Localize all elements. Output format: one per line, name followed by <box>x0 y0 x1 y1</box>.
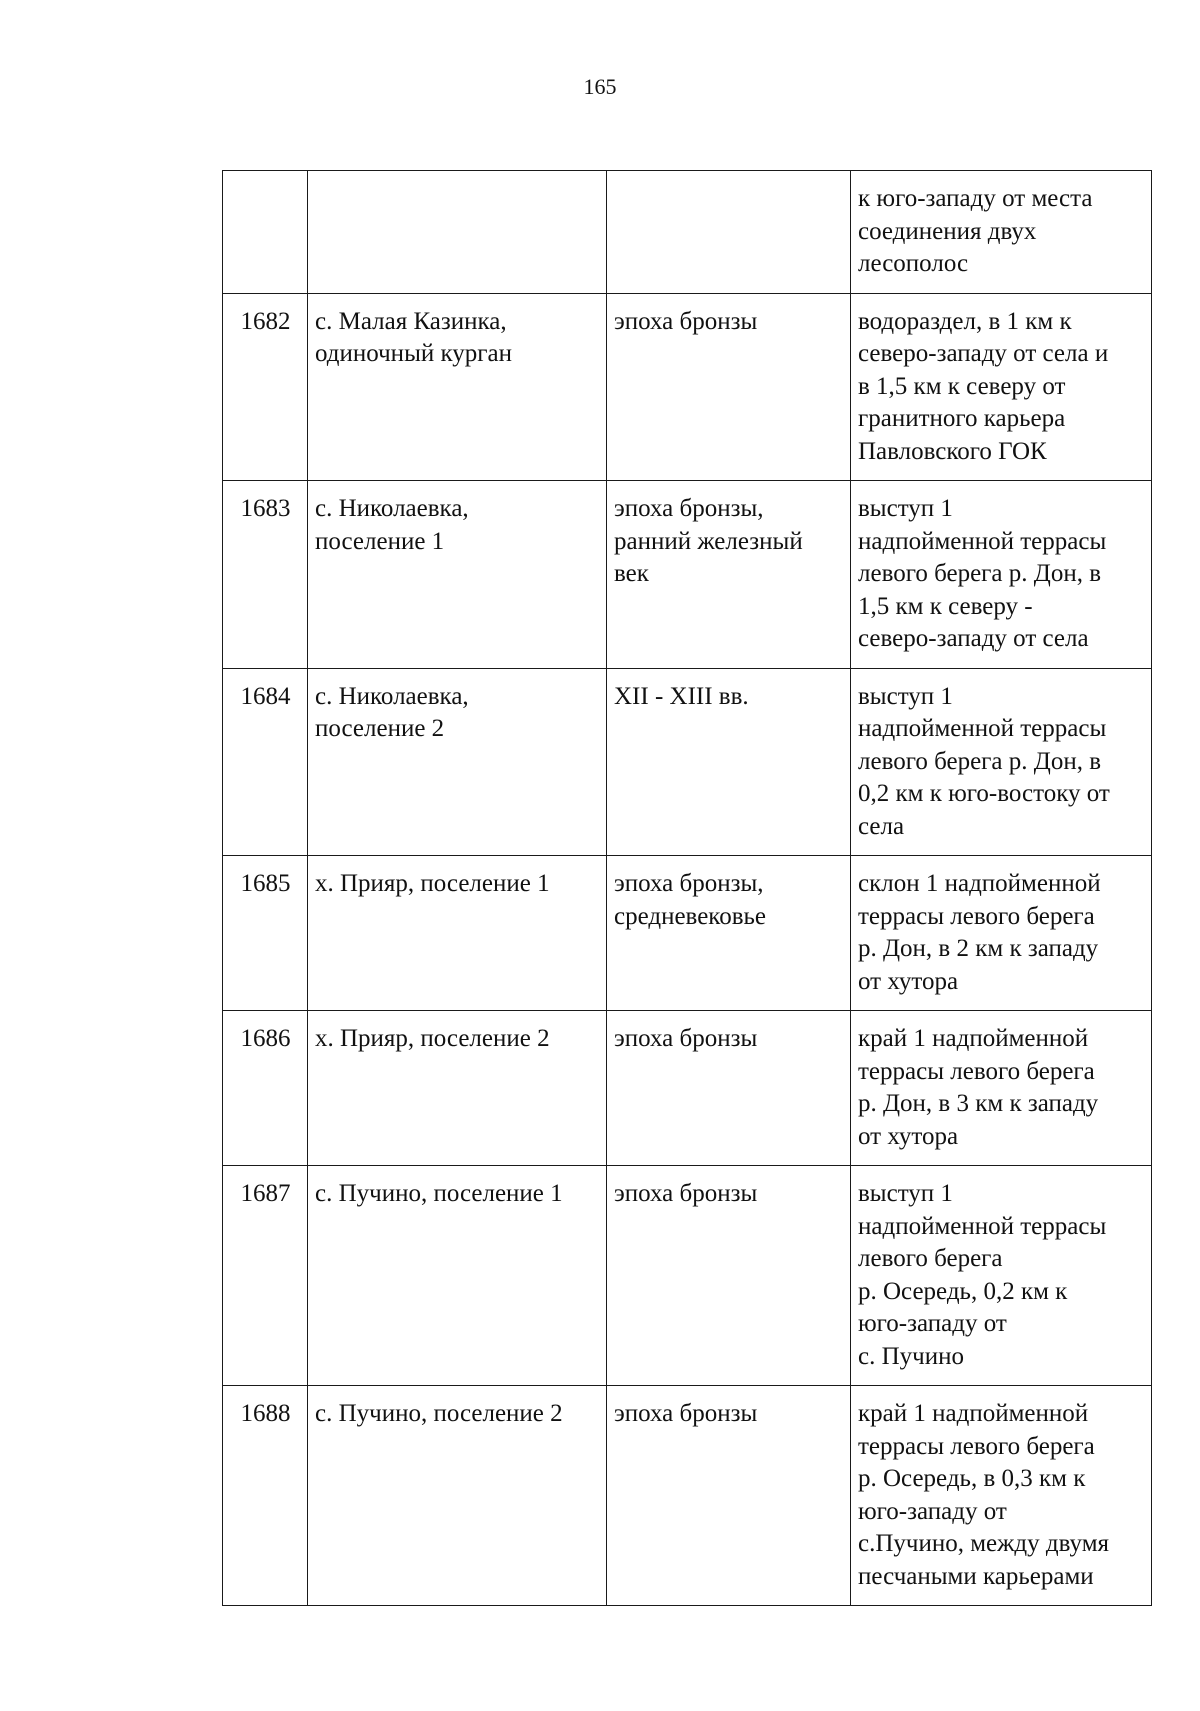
site-date-cell: эпоха бронзы <box>607 1011 851 1166</box>
site-date-cell: эпоха бронзы <box>607 1166 851 1386</box>
site-date-cell: XII - XIII вв. <box>607 668 851 856</box>
site-date-cell <box>607 171 851 294</box>
site-location-cell: склон 1 надпойменной террасы левого берега р. Дон, в 2 км к западу от хутора <box>851 856 1152 1011</box>
site-date-cell: эпоха бронзы <box>607 1386 851 1606</box>
site-name-cell: с. Пучино, поселение 1 <box>308 1166 607 1386</box>
heritage-sites-table <box>222 170 1152 1606</box>
site-name-cell: х. Прияр, поселение 2 <box>308 1011 607 1166</box>
table-row <box>223 1011 1152 1166</box>
site-number-cell: 1683 <box>223 481 308 669</box>
table-row <box>223 856 1152 1011</box>
site-name-cell <box>308 171 607 294</box>
table-row <box>223 293 1152 481</box>
table-row <box>223 481 1152 669</box>
site-name-cell: с. Николаевка, поселение 1 <box>308 481 607 669</box>
site-location-cell: край 1 надпойменной террасы левого берега р. Осередь, в 0,3 км к юго-западу от с.Пучино, между двумя песчаными карьерами <box>851 1386 1152 1606</box>
site-date-cell: эпоха бронзы <box>607 293 851 481</box>
site-location-cell: выступ 1 надпойменной террасы левого берега р. Дон, в 1,5 км к северу - северо-западу от села <box>851 481 1152 669</box>
site-location-cell: водораздел, в 1 км к северо-западу от села и в 1,5 км к северу от гранитного карьера Павловского ГОК <box>851 293 1152 481</box>
site-date-cell: эпоха бронзы, ранний железный век <box>607 481 851 669</box>
site-date-cell: эпоха бронзы, средневековье <box>607 856 851 1011</box>
site-number-cell: 1682 <box>223 293 308 481</box>
site-name-cell: с. Пучино, поселение 2 <box>308 1386 607 1606</box>
site-name-cell: х. Прияр, поселение 1 <box>308 856 607 1011</box>
site-location-cell: выступ 1 надпойменной террасы левого берега р. Дон, в 0,2 км к юго-востоку от села <box>851 668 1152 856</box>
table-row <box>223 171 1152 294</box>
page-number: 165 <box>583 74 617 99</box>
site-name-cell: с. Малая Казинка, одиночный курган <box>308 293 607 481</box>
site-number-cell: 1687 <box>223 1166 308 1386</box>
site-location-cell: к юго-западу от места соединения двух лесополос <box>851 171 1152 294</box>
site-number-cell: 1688 <box>223 1386 308 1606</box>
site-number-cell: 1686 <box>223 1011 308 1166</box>
table-row <box>223 668 1152 856</box>
site-location-cell: выступ 1 надпойменной террасы левого берега р. Осередь, 0,2 км к юго-западу от с. Пучино <box>851 1166 1152 1386</box>
site-number-cell: 1685 <box>223 856 308 1011</box>
table-row <box>223 1166 1152 1386</box>
site-number-cell: 1684 <box>223 668 308 856</box>
site-name-cell: с. Николаевка, поселение 2 <box>308 668 607 856</box>
table-row <box>223 1386 1152 1606</box>
site-number-cell <box>223 171 308 294</box>
site-location-cell: край 1 надпойменной террасы левого берега р. Дон, в 3 км к западу от хутора <box>851 1011 1152 1166</box>
